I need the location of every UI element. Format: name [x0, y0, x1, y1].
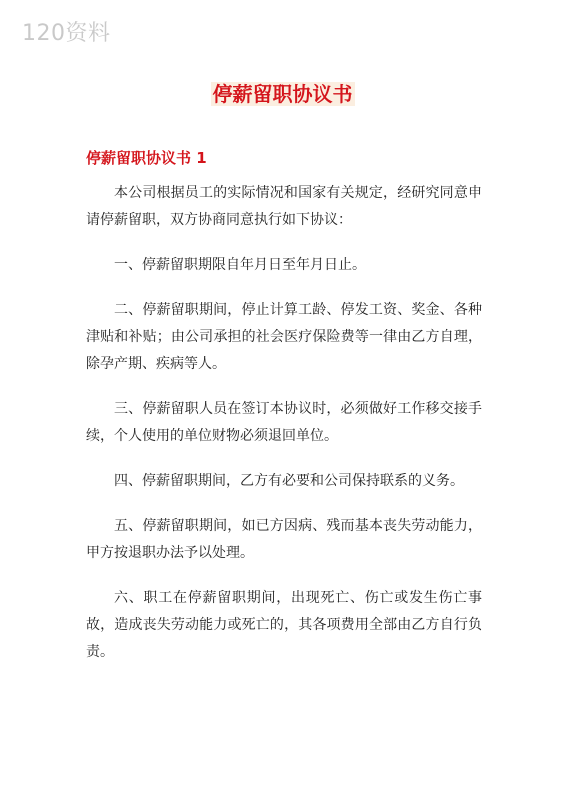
paragraph-clause-2: 二、停薪留职期间，停止计算工龄、停发工资、奖金、各种津贴和补贴；由公司承担的社会医疗保险费等一律由乙方自理，除孕产期、疾病等人。	[86, 302, 482, 372]
paragraph-intro: 本公司根据员工的实际情况和国家有关规定，经研究同意申请停薪留职，双方协商同意执行如下协议：	[86, 185, 482, 228]
document-title-text: 停薪留职协议书	[212, 82, 353, 106]
paragraph-clause-6: 六、职工在停薪留职期间，出现死亡、伤亡或发生伤亡事故，造成丧失劳动能力或死亡的，其各项费用全部由乙方自行负责。	[86, 590, 482, 660]
paragraph-clause-4: 四、停薪留职期间，乙方有必要和公司保持联系的义务。	[114, 473, 464, 489]
paragraph-clause-5: 五、停薪留职期间，如已方因病、残而基本丧失劳动能力，甲方按退职办法予以处理。	[86, 518, 482, 561]
paragraph-clause-1: 一、停薪留职期限自年月日至年月日止。	[114, 257, 366, 273]
watermark: 120资料	[22, 21, 111, 46]
section-heading: 停薪留职协议书 1	[86, 149, 207, 167]
paragraph-clause-3: 三、停薪留职人员在签订本协议时，必须做好工作移交接手续，个人使用的单位财物必须退回单位。	[86, 401, 482, 444]
document-title	[0, 78, 565, 107]
document-body	[86, 180, 482, 684]
